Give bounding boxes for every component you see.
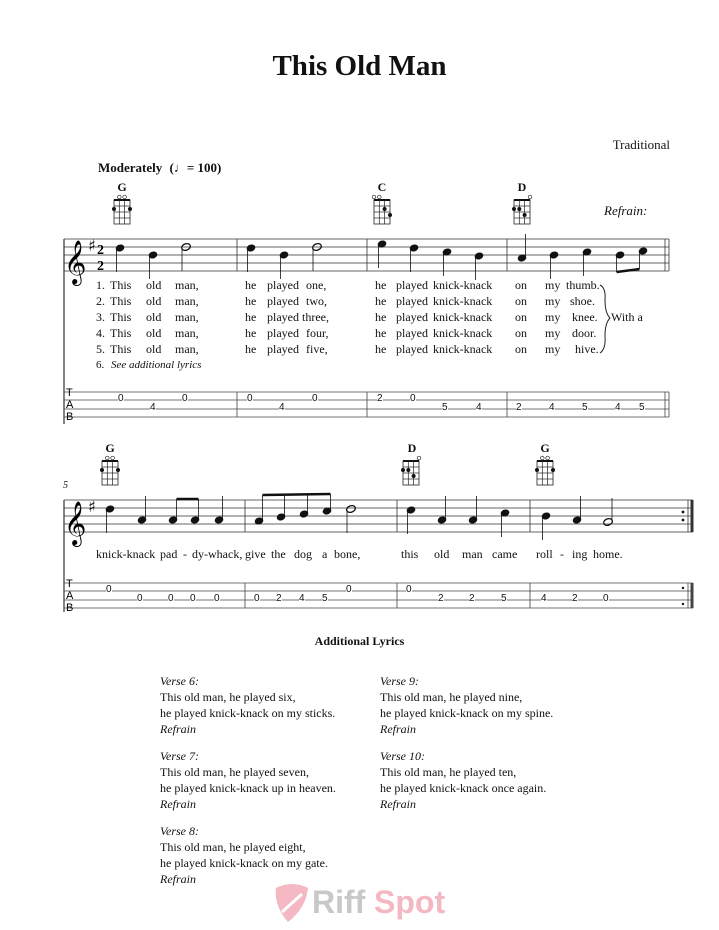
tab-fret: 0	[346, 584, 352, 595]
treble-clef-icon: 𝄞	[64, 240, 87, 284]
tab-fret: 4	[549, 402, 555, 413]
lyric-word: my	[545, 294, 561, 308]
lyric-word: he	[245, 326, 257, 340]
tab-fret: 2	[469, 593, 475, 604]
notes-system-2	[105, 494, 613, 540]
lyric-word: old	[146, 310, 162, 324]
lyric-word: played	[396, 310, 428, 324]
lyric-word: he	[245, 278, 257, 292]
lyric-word: my	[545, 326, 561, 340]
lyric-word: three,	[302, 310, 329, 324]
verse-label: Verse 9:	[380, 674, 419, 688]
tab-fret: 0	[247, 393, 253, 404]
verse-label: Verse 6:	[160, 674, 199, 688]
lyric-word: he	[375, 294, 387, 308]
lyric-word: played	[267, 310, 299, 324]
lyric-word: roll	[536, 547, 553, 561]
lyric-word: man,	[175, 326, 199, 340]
lyric-word: knick-knack	[433, 294, 493, 308]
tab-fret: 0	[182, 393, 188, 404]
with-a-text: With a	[611, 310, 643, 324]
lyric-word: ing	[572, 547, 588, 561]
lyric-word: old	[146, 294, 162, 308]
refrain-label: Refrain:	[604, 203, 648, 218]
verse-number: 1.	[96, 278, 105, 292]
lyric-word: my	[545, 342, 561, 356]
lyric-word: door.	[572, 326, 597, 340]
lyric-word: played	[396, 342, 428, 356]
tab-fret: 0	[603, 593, 609, 604]
tab-fret: 5	[582, 402, 588, 413]
lyric-word: he	[245, 310, 257, 324]
lyric-word: old	[146, 342, 162, 356]
lyric-word: one,	[306, 278, 327, 292]
tab-fret: 2	[516, 402, 522, 413]
chord-name-g: G	[540, 441, 550, 455]
lyric-word: on	[515, 342, 527, 356]
lyric-word: he	[245, 342, 257, 356]
lyric-word: he	[375, 342, 387, 356]
tab-fret: 0	[168, 593, 174, 604]
lyric-word: he	[375, 326, 387, 340]
refrain-ref: Refrain	[380, 722, 416, 736]
tab-fret: 5	[322, 593, 328, 604]
tempo-value: (♩= 100)	[169, 160, 222, 175]
tab-fret: 2	[572, 593, 578, 604]
lyric-word: he	[375, 278, 387, 292]
verse-line: he played knick-knack once again.	[380, 781, 547, 795]
lyric-word: five,	[306, 342, 328, 356]
lyric-word: played	[396, 326, 428, 340]
lyric-word: played	[267, 326, 299, 340]
verse-number: 2.	[96, 294, 105, 308]
verse-line: he played knick-knack on my spine.	[380, 706, 554, 720]
lyric-word: four,	[306, 326, 329, 340]
lyric-word: this	[401, 547, 419, 561]
tab-staff-system-2	[64, 583, 693, 608]
refrain-ref: Refrain	[160, 722, 196, 736]
chord-diagram-c	[372, 195, 392, 224]
lyric-word: knick-knack	[433, 342, 493, 356]
lyric-word: bone,	[334, 547, 361, 561]
refrain-ref: Refrain	[380, 797, 416, 811]
see-additional-lyrics: See additional lyrics	[111, 359, 202, 371]
lyric-word: knick-knack	[433, 326, 493, 340]
lyric-word: home.	[593, 547, 623, 561]
verse-label: Verse 7:	[160, 749, 199, 763]
tab-fret: 0	[106, 584, 112, 595]
tab-fret: 4	[150, 402, 156, 413]
lyric-word: This	[110, 294, 132, 308]
tab-fret: 0	[410, 393, 416, 404]
tab-fret: 2	[377, 393, 383, 404]
lyric-word: played	[267, 342, 299, 356]
lyric-word: played	[267, 294, 299, 308]
verse-label: Verse 8:	[160, 824, 199, 838]
lyric-word: played	[267, 278, 299, 292]
lyric-word: man,	[175, 294, 199, 308]
riffspot-watermark	[272, 882, 452, 924]
svg-text:A: A	[66, 399, 74, 411]
additional-verse-10	[380, 748, 546, 812]
verse-number: 3.	[96, 310, 105, 324]
lyric-word: old	[434, 547, 450, 561]
verse-label: Verse 10:	[380, 749, 425, 763]
lyric-word: came	[492, 547, 518, 561]
lyric-word: -	[183, 547, 187, 561]
tab-fret: 2	[276, 593, 282, 604]
lyric-word: man,	[175, 342, 199, 356]
guitar-pick-icon	[272, 882, 312, 924]
tab-fret: 5	[501, 593, 507, 604]
additional-verse-9	[380, 673, 553, 737]
chord-diagram-d	[401, 456, 421, 485]
lyric-word: a	[322, 547, 328, 561]
chord-diagram-g	[535, 456, 555, 485]
chord-name-d: D	[407, 441, 417, 455]
tab-fret: 4	[476, 402, 482, 413]
lyric-word: This	[110, 310, 132, 324]
lyric-word: thumb.	[566, 278, 600, 292]
lyric-word: old	[146, 278, 162, 292]
chord-diagram-g	[100, 456, 120, 485]
tab-fret: 4	[279, 402, 285, 413]
composer-credit: Traditional	[612, 137, 670, 152]
tab-fret: 4	[615, 402, 621, 413]
lyric-word: man,	[175, 310, 199, 324]
verse-line: he played knick-knack up in heaven.	[160, 781, 336, 795]
lyric-word: the	[271, 547, 286, 561]
tab-fret: 4	[541, 593, 547, 604]
lyric-word: played	[396, 294, 428, 308]
lyric-word: man,	[175, 278, 199, 292]
additional-lyrics-title: Additional Lyrics	[314, 634, 405, 648]
tab-fret: 4	[299, 593, 305, 604]
verse-line: This old man, he played nine,	[380, 690, 523, 704]
lyric-word: pad	[160, 547, 178, 561]
verse-number: 5.	[96, 342, 105, 356]
lyric-word: -	[560, 547, 564, 561]
lyric-word: on	[515, 294, 527, 308]
lyric-word: my	[545, 310, 561, 324]
measure-number: 5	[63, 480, 68, 491]
tempo-text: Moderately	[98, 160, 163, 175]
tab-fret: 0	[254, 593, 260, 604]
chord-name-d: D	[517, 180, 527, 194]
verse-number: 4.	[96, 326, 105, 340]
svg-text:B: B	[66, 411, 74, 423]
watermark-riff: Riff	[312, 884, 366, 920]
additional-verse-6	[160, 673, 335, 737]
chord-diagram-d	[512, 195, 532, 224]
lyric-word: knick-knack	[433, 310, 493, 324]
lyric-word: man	[462, 547, 483, 561]
verse-line: he played knick-knack on my sticks.	[160, 706, 336, 720]
tab-fret: 5	[442, 402, 448, 413]
lyric-word: This	[110, 278, 132, 292]
chord-name-c: C	[377, 180, 387, 194]
song-title: This Old Man	[272, 50, 447, 82]
refrain-ref: Refrain	[160, 872, 196, 886]
svg-text:T: T	[66, 578, 73, 590]
verse-line: he played knick-knack on my gate.	[160, 856, 328, 870]
lyric-word: dy-	[192, 547, 208, 561]
chord-name-g: G	[105, 441, 115, 455]
svg-text:2: 2	[97, 243, 104, 258]
svg-text:2: 2	[97, 259, 104, 274]
svg-text:B: B	[66, 602, 74, 614]
watermark-spot: Spot	[374, 884, 446, 920]
chord-name-g: G	[117, 180, 127, 194]
lyric-word: he	[375, 310, 387, 324]
lyric-word: shoe.	[570, 294, 595, 308]
tab-fret: 5	[639, 402, 645, 413]
lyric-word: played	[396, 278, 428, 292]
chord-diagram-g	[112, 195, 132, 224]
lyric-word: whack,	[208, 547, 243, 561]
verse-number: 6.	[96, 359, 105, 371]
lyric-word: knick-knack	[96, 547, 156, 561]
treble-clef-icon: 𝄞	[64, 501, 87, 545]
lyric-word: on	[515, 278, 527, 292]
verse-line: This old man, he played seven,	[160, 765, 309, 779]
lyric-word: my	[545, 278, 561, 292]
additional-verse-7	[160, 748, 336, 812]
tab-fret: 0	[312, 393, 318, 404]
tab-fret: 0	[137, 593, 143, 604]
lyric-word: knee.	[572, 310, 598, 324]
lyric-word: old	[146, 326, 162, 340]
sharp-icon: ♯	[88, 497, 96, 516]
lyric-word: knick-knack	[433, 278, 493, 292]
tab-fret: 0	[190, 593, 196, 604]
lyric-word: hive.	[575, 342, 599, 356]
tab-fret: 2	[438, 593, 444, 604]
lyric-word: on	[515, 310, 527, 324]
lyric-word: This	[110, 326, 132, 340]
notes-system-1	[115, 234, 648, 280]
svg-text:A: A	[66, 590, 74, 602]
lyric-word: two,	[306, 294, 327, 308]
svg-text:T: T	[66, 387, 73, 399]
tab-fret: 0	[214, 593, 220, 604]
lyric-word: he	[245, 294, 257, 308]
lyric-word: This	[110, 342, 132, 356]
refrain-ref: Refrain	[160, 797, 196, 811]
verse-line: This old man, he played eight,	[160, 840, 306, 854]
tab-fret: 0	[406, 584, 412, 595]
verse-line: This old man, he played ten,	[380, 765, 517, 779]
verse-line: This old man, he played six,	[160, 690, 296, 704]
sharp-icon: ♯	[88, 236, 96, 255]
lyric-word: on	[515, 326, 527, 340]
additional-verse-8	[160, 823, 328, 887]
tab-fret: 0	[118, 393, 124, 404]
lyric-word: give	[245, 547, 266, 561]
lyric-word: dog	[294, 547, 312, 561]
